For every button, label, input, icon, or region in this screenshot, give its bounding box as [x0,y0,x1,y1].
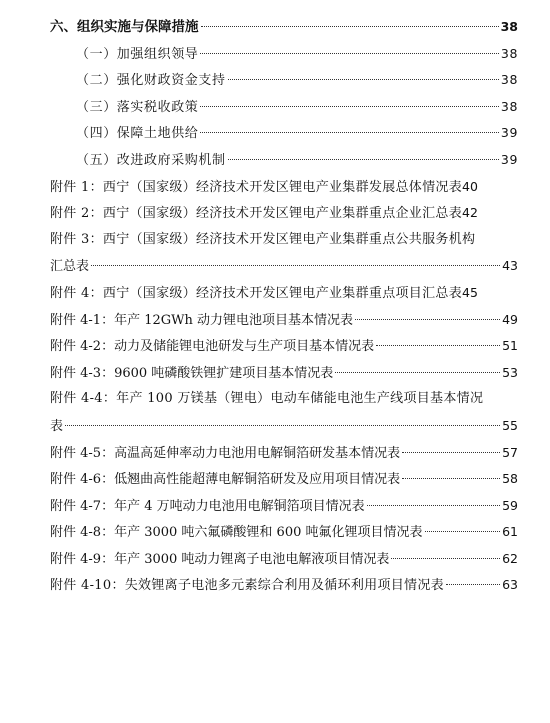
dot-leader [201,26,499,27]
dot-leader [200,106,498,107]
toc-entry-label: （一）加强组织领导 [76,46,199,62]
toc-page-number: 58 [502,471,518,487]
toc-entry-appendix-4[interactable] [50,280,518,307]
toc-page-number: 61 [502,524,518,540]
toc-entry-label: 六、组织实施与保障措施 [50,19,199,35]
dot-leader [91,265,500,266]
dot-leader [228,159,499,160]
toc-entry-6-1[interactable] [50,41,518,68]
toc-entry-label: （三）落实税收政策 [76,99,199,115]
toc-entry-appendix-4-2[interactable] [50,333,518,360]
toc-entry-label: 附件 1：西宁（国家级）经济技术开发区锂电产业集群发展总体情况表 [50,179,463,195]
dot-leader [200,53,498,54]
toc-entry-label: 附件 3：西宁（国家级）经济技术开发区锂电产业集群重点公共服务机构 [50,231,476,247]
toc-entry-appendix-4-4-line-1[interactable] [50,386,518,413]
toc-entry-label: 附件 4-3：9600 吨磷酸铁锂扩建项目基本情况表 [50,365,334,381]
toc-entry-appendix-4-1[interactable] [50,307,518,334]
toc-page-number: 38 [500,98,518,114]
dot-leader [200,132,498,133]
toc-entry-label: 附件 4：西宁（国家级）经济技术开发区锂电产业集群重点项目汇总表 [50,285,463,301]
table-of-contents [50,14,518,599]
toc-entry-appendix-4-7[interactable] [50,493,518,520]
toc-entry-label: 附件 4-7：年产 4 万吨动力电池用电解铜箔项目情况表 [50,498,365,514]
dot-leader [367,505,500,506]
toc-page-number: 51 [502,338,518,354]
toc-entry-label: 附件 4-8：年产 3000 吨六氟磷酸锂和 600 吨氟化锂项目情况表 [50,525,423,541]
dot-leader [425,531,501,532]
toc-entry-appendix-1[interactable] [50,174,518,201]
toc-entry-section-6[interactable] [50,14,518,41]
toc-page-number: 40 [462,178,478,194]
toc-entry-label: （四）保障土地供给 [76,126,199,142]
dot-leader [335,372,500,373]
toc-page-number: 57 [502,444,518,460]
toc-entry-6-3[interactable] [50,94,518,121]
toc-entry-6-5[interactable] [50,147,518,174]
dot-leader [402,478,500,479]
toc-entry-appendix-2[interactable] [50,200,518,227]
toc-entry-label: 附件 4-10：失效锂离子电池多元素综合利用及循环利用项目情况表 [50,578,444,594]
toc-entry-appendix-3-line-2[interactable] [50,253,518,280]
dot-leader [228,79,499,80]
toc-entry-label: 表 [50,418,64,434]
toc-entry-label: 附件 4-9：年产 3000 吨动力锂离子电池电解液项目情况表 [50,551,390,567]
toc-page-number: 38 [500,45,518,61]
toc-page-number: 39 [500,125,518,141]
toc-entry-label: 附件 4-4：年产 100 万镁基（锂电）电动车储能电池生产线项目基本情况 [50,391,484,407]
toc-entry-appendix-4-5[interactable] [50,440,518,467]
toc-page-number: 62 [502,550,518,566]
toc-page-number: 43 [502,258,518,274]
toc-entry-6-2[interactable] [50,67,518,94]
dot-leader [402,452,500,453]
toc-page-number: 49 [502,311,518,327]
toc-entry-appendix-4-8[interactable] [50,519,518,546]
toc-entry-label: 汇总表 [50,259,90,275]
toc-entry-label: 附件 4-6：低翘曲高性能超薄电解铜箔研发及应用项目情况表 [50,472,401,488]
toc-page-number: 63 [502,577,518,593]
toc-entry-label: 附件 2：西宁（国家级）经济技术开发区锂电产业集群重点企业汇总表 [50,206,463,222]
toc-entry-label: 附件 4-5：高温高延伸率动力电池用电解铜箔研发基本情况表 [50,445,401,461]
toc-entry-appendix-4-4-line-2[interactable] [50,413,518,440]
toc-page-number: 38 [500,72,518,88]
toc-entry-appendix-4-9[interactable] [50,546,518,573]
toc-entry-label: （五）改进政府采购机制 [76,152,226,168]
dot-leader [355,319,500,320]
toc-entry-label: 附件 4-2：动力及储能锂电池研发与生产项目基本情况表 [50,339,375,355]
toc-page-number: 59 [502,497,518,513]
toc-page-number: 39 [500,151,518,167]
toc-page-number: 38 [500,19,518,34]
dot-leader [446,584,500,585]
toc-entry-label: （二）强化财政资金支持 [76,73,226,89]
toc-entry-appendix-4-10[interactable] [50,572,518,599]
toc-entry-label: 附件 4-1：年产 12GWh 动力锂电池项目基本情况表 [50,312,353,328]
toc-page-number: 45 [462,284,478,300]
dot-leader [65,425,500,426]
toc-page-number: 55 [502,417,518,433]
toc-entry-appendix-4-3[interactable] [50,360,518,387]
toc-page-number: 42 [462,205,478,221]
dot-leader [391,558,500,559]
toc-entry-appendix-4-6[interactable] [50,466,518,493]
toc-page-number: 53 [502,364,518,380]
toc-entry-appendix-3-line-1[interactable] [50,227,518,254]
toc-entry-6-4[interactable] [50,120,518,147]
dot-leader [376,345,500,346]
